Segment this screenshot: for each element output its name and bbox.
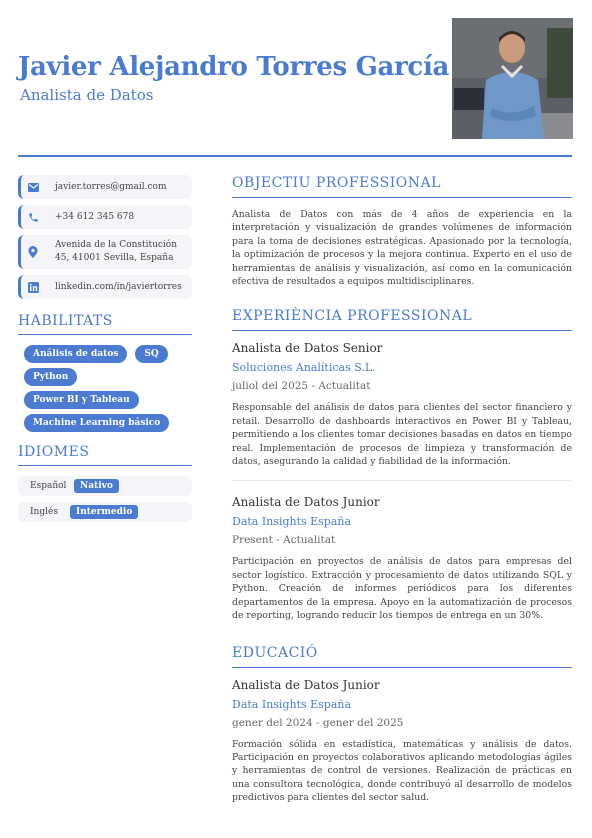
skill-tag: Power BI y Tableau	[24, 391, 139, 409]
experience-entry	[232, 495, 572, 622]
education-entry	[232, 678, 572, 805]
education-description: Formación sólida en estadística, matemáticas y análisis de datos. Participación en proyectos colaborativos aplicando metodologías ágiles y herramientas de control de versiones. Realización de prácticas en una consultora tecnológica, donde contribuyó al desarrollo de modelos predictivos para clientes del sector salud.	[232, 738, 572, 804]
language-level-badge: Nativo	[74, 479, 119, 493]
left-column	[18, 175, 192, 528]
education-dates: gener del 2024 - gener del 2025	[232, 716, 404, 729]
job-company: Soluciones Analíticas S.L.	[232, 361, 376, 375]
job-title: Analista de Datos Senior	[232, 341, 383, 356]
language-row	[18, 476, 192, 496]
education-institution: Data Insights España	[232, 697, 352, 711]
mail-icon	[27, 181, 39, 193]
contact-linkedin[interactable]	[18, 275, 192, 299]
skill-tag: Machine Learning básico	[24, 414, 169, 432]
objective-text: Analista de Datos con más de 4 años de experiencia en la interpretación y visualización de grandes volúmenes de información para la toma de decisiones estratégicas. Apasionado por la tecnología, la optimización de procesos y la mejora continua. Experto en el uso de herramientas de análisis y visualización, así como en la comunicación efectiva de resultados a equipos multidisciplinares.	[232, 209, 572, 288]
entry-divider	[232, 480, 572, 481]
contact-email[interactable]	[18, 175, 192, 199]
skill-tag: Python	[24, 368, 77, 386]
education-heading: EDUCACIÓ	[232, 645, 572, 668]
header-divider	[18, 155, 572, 157]
education-title: Analista de Datos Junior	[232, 677, 380, 692]
objective-heading: OBJECTIU PROFESSIONAL	[232, 175, 572, 198]
language-level-badge: Intermedio	[70, 505, 138, 519]
profile-photo	[452, 18, 573, 139]
job-description: Responsable del análisis de datos para clientes del sector financiero y retail. Desarrollo de dashboards interactivos en Power BI y Tableau, permitiendo a los clientes tomar decisiones basadas en datos en tiempo real. Implementación de procesos de limpieza y transformación de datos, asegurando la calidad y fiabilidad de la información.	[232, 402, 572, 468]
linkedin-icon	[27, 281, 39, 293]
job-description: Participación en proyectos de análisis de datos para empresas del sector logístico. Extracción y procesamiento de datos utilizando SQL y Python. Creación de informes periódicos para los diferentes departamentos de la empresa. Apoyo en la automatización de procesos de reporting, logrando reducir los tiempos de entrega en un 30%.	[232, 556, 572, 622]
phone-icon	[27, 211, 39, 223]
skill-tag: Análisis de datos	[24, 345, 127, 363]
contact-email-text: javier.torres@gmail.com	[55, 181, 167, 192]
candidate-role: Analista de Datos	[20, 86, 154, 104]
candidate-name: Javier Alejandro Torres García	[18, 52, 450, 82]
experience-heading: EXPERIÈNCIA PROFESSIONAL	[232, 308, 572, 331]
contact-phone[interactable]	[18, 205, 192, 229]
contact-address	[18, 235, 192, 269]
location-pin-icon	[27, 246, 39, 258]
skills-heading: HABILITATS	[18, 313, 192, 335]
profile-photo-illustration	[452, 18, 573, 139]
contact-linkedin-text: linkedin.com/in/javiertorres	[55, 281, 182, 292]
contact-address-text: Avenida de la Constitución 45, 41001 Sevilla, España	[55, 240, 178, 263]
language-name: Español	[30, 481, 67, 491]
experience-entry	[232, 341, 572, 468]
resume-header	[0, 0, 592, 160]
job-dates: juliol del 2025 - Actualitat	[232, 380, 371, 393]
skill-tag: SQ	[135, 345, 167, 363]
job-title: Analista de Datos Junior	[232, 495, 380, 510]
skills-list	[18, 345, 192, 432]
contact-phone-text: +34 612 345 678	[55, 211, 135, 222]
languages-heading: IDIOMES	[18, 444, 192, 466]
job-company: Data Insights España	[232, 515, 352, 529]
job-dates: Present - Actualitat	[232, 534, 336, 547]
language-name: Inglés	[30, 507, 58, 517]
right-column	[232, 175, 572, 805]
language-row	[18, 502, 192, 522]
